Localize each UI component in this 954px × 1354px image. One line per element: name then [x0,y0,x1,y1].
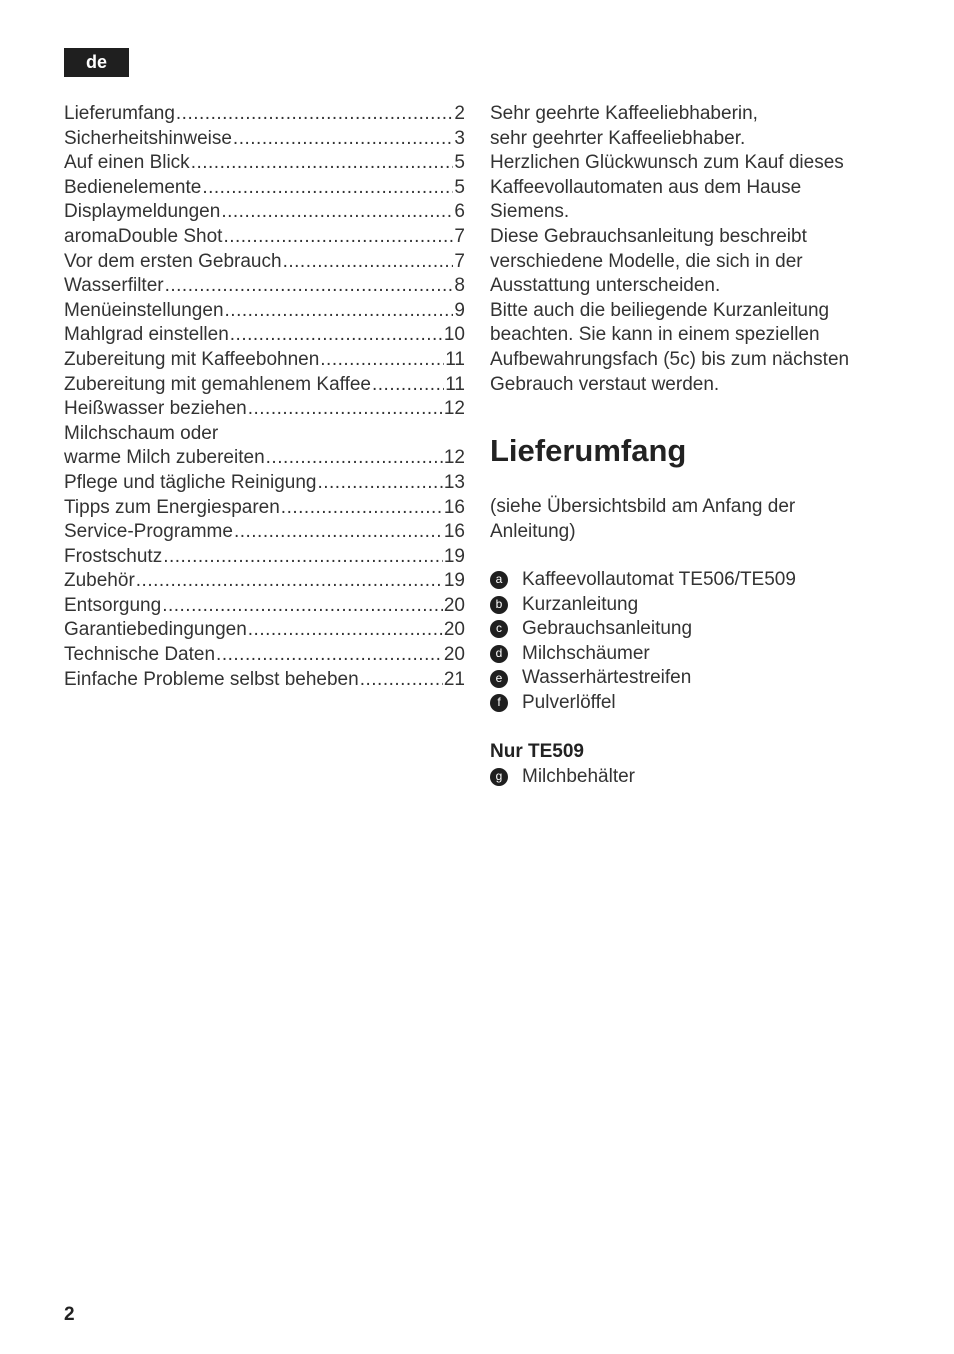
letter-marker-icon: b [490,596,508,614]
list-item-text: Pulverlöffel [522,691,616,713]
toc-entry[interactable] [64,348,465,373]
toc-entry-page: 19 [443,570,465,592]
toc-entry-page: 8 [454,275,465,297]
toc-entry-page: 12 [443,447,465,469]
toc-entry[interactable] [64,668,465,693]
toc-entry-page: 19 [443,545,465,567]
list-item [490,642,796,667]
toc-entry[interactable] [64,151,465,176]
toc-entry-page: 20 [443,644,465,666]
toc-entry-page: 12 [443,398,465,420]
list-item [490,666,796,691]
toc-entry[interactable] [64,471,465,496]
list-item [490,691,796,716]
intro-line: Ausstattung unterscheiden. [490,275,721,297]
toc-entry-page: 20 [443,619,465,641]
list-item-text: Milchschäumer [522,642,650,664]
toc-entry-page: 5 [454,152,465,174]
toc-entry[interactable] [64,225,465,250]
toc-entry-page: 7 [454,250,465,272]
toc-entry[interactable] [64,373,465,398]
toc-entry-page: 6 [454,201,465,223]
toc-entry-title: Technische Daten [64,644,216,666]
toc-leader-dots [320,348,444,373]
toc-entry-title: warme Milch zubereiten [64,447,265,469]
note-line: Anleitung) [490,520,576,542]
list-item-text: Gebrauchsanleitung [522,618,693,640]
letter-marker-icon: a [490,571,508,589]
toc-entry-title: aromaDouble Shot [64,225,223,247]
toc-entry[interactable] [64,102,465,127]
intro-line: Bitte auch die beiliegende Kurzanleitung [490,299,830,321]
toc-entry-page: 9 [454,299,465,321]
toc-entry-title: Wasserfilter [64,275,164,297]
toc-entry-title: Einfache Probleme selbst beheben [64,668,359,690]
toc-leader-dots [248,397,443,422]
toc-entry-title: Zubereitung mit gemahlenem Kaffee [64,373,371,395]
toc-leader-dots [225,299,454,324]
toc-leader-dots [234,520,443,545]
toc-leader-dots [233,127,454,152]
toc-entry-title: Mahlgrad einstellen [64,324,229,346]
toc-entry-title: Displaymeldungen [64,201,221,223]
toc-entry[interactable] [64,397,465,422]
toc-leader-dots [202,176,453,201]
toc-entry-page: 7 [454,225,465,247]
toc-entry-page: 11 [445,348,465,370]
toc-entry[interactable] [64,250,465,275]
letter-marker-icon: e [490,670,508,688]
te509-items-list [490,765,635,790]
toc-entry-page: 10 [443,324,465,346]
toc-entry-title: Service-Programme [64,521,233,543]
letter-marker-icon: d [490,645,508,663]
toc-entry-title: Bedienelemente [64,176,202,198]
intro-line: Gebrauch verstaut werden. [490,373,720,395]
toc-leader-dots [223,225,453,250]
toc-leader-dots [136,569,443,594]
toc-entry[interactable] [64,643,465,668]
letter-marker-icon: c [490,620,508,638]
toc-entry-title: Entsorgung [64,594,162,616]
toc-entry-title: Heißwasser beziehen [64,398,247,420]
intro-line: sehr geehrter Kaffeeliebhaber. [490,127,746,149]
toc-entry[interactable] [64,446,465,471]
toc-leader-dots [191,151,454,176]
toc-entry-page: 2 [454,103,465,124]
toc-leader-dots [165,274,454,299]
list-item [490,617,796,642]
toc-leader-dots [221,200,453,225]
note-line: (siehe Übersichtsbild am Anfang der [490,496,796,517]
intro-line: beachten. Sie kann in einem speziellen [490,324,820,346]
list-item [490,593,796,618]
language-badge: de [64,48,129,77]
toc-entry-page: 16 [443,521,465,543]
toc-entry-page: 21 [443,668,465,690]
toc-entry[interactable] [64,618,465,643]
list-item [490,568,796,593]
toc-entry[interactable] [64,323,465,348]
intro-line: Sehr geehrte Kaffeeliebhaberin, [490,103,758,124]
table-of-contents [64,102,465,692]
intro-line: Diese Gebrauchsanleitung beschreibt [490,225,807,247]
toc-entry-page: 16 [443,496,465,518]
toc-leader-dots [162,594,443,619]
page-number: 2 [64,1304,75,1325]
toc-entry-first-line[interactable] [64,422,465,447]
list-item-text: Wasserhärtestreifen [522,667,692,689]
toc-leader-dots [372,373,444,398]
toc-entry-title: Tipps zum Energiesparen [64,496,280,518]
section-note [490,495,890,544]
toc-leader-dots [163,545,443,570]
toc-entry-page: 13 [443,471,465,493]
toc-leader-dots [360,668,443,693]
toc-entry[interactable] [64,545,465,570]
intro-text [490,102,890,397]
toc-entry-title: Auf einen Blick [64,152,190,174]
toc-entry-title: Zubehör [64,570,135,592]
list-item-text: Kaffeevollautomat TE506/TE509 [522,569,796,590]
toc-entry[interactable] [64,594,465,619]
toc-leader-dots [176,102,454,127]
letter-marker-icon: g [490,768,508,786]
subheading: Nur TE509 [490,741,584,762]
toc-entry[interactable] [64,127,465,152]
intro-line: Aufbewahrungsfach (5c) bis zum nächsten [490,348,850,370]
toc-entry[interactable] [64,520,465,545]
intro-line: verschiedene Modelle, die sich in der [490,250,803,272]
toc-entry-title: Frostschutz [64,545,163,567]
toc-leader-dots [283,250,454,275]
toc-entry-title: Pflege und tägliche Reinigung [64,471,317,493]
toc-entry-title: Milchschaum oder [64,422,219,444]
toc-entry-page: 11 [445,373,465,395]
toc-leader-dots [281,496,443,521]
toc-entry-page: 5 [454,176,465,198]
toc-entry-title: Sicherheitshinweise [64,127,232,149]
list-item-text: Kurzanleitung [522,593,639,615]
delivery-items-list [490,568,796,716]
intro-line: Herzlichen Glückwunsch zum Kauf dieses [490,152,844,174]
section-heading: Lieferumfang [490,433,687,468]
toc-leader-dots [266,446,443,471]
toc-entry-title: Garantiebedingungen [64,619,247,641]
toc-leader-dots [230,323,443,348]
toc-leader-dots [248,618,443,643]
toc-entry-title: Menüeinstellungen [64,299,224,321]
toc-leader-dots [317,471,442,496]
toc-entry[interactable] [64,299,465,324]
toc-entry-page: 3 [454,127,465,149]
toc-entry-title: Lieferumfang [64,103,175,124]
intro-line: Siemens. [490,201,570,223]
toc-entry-title: Zubereitung mit Kaffeebohnen [64,348,320,370]
toc-leader-dots [216,643,443,668]
toc-entry[interactable] [64,569,465,594]
toc-entry[interactable] [64,274,465,299]
toc-entry[interactable] [64,496,465,521]
toc-entry-title: Vor dem ersten Gebrauch [64,250,282,272]
toc-entry[interactable] [64,200,465,225]
list-item-text: Milchbehälter [522,766,635,787]
toc-entry[interactable] [64,176,465,201]
letter-marker-icon: f [490,694,508,712]
intro-line: Kaffeevollautomaten aus dem Hause [490,176,802,198]
toc-entry-page: 20 [443,594,465,616]
list-item [490,765,635,790]
